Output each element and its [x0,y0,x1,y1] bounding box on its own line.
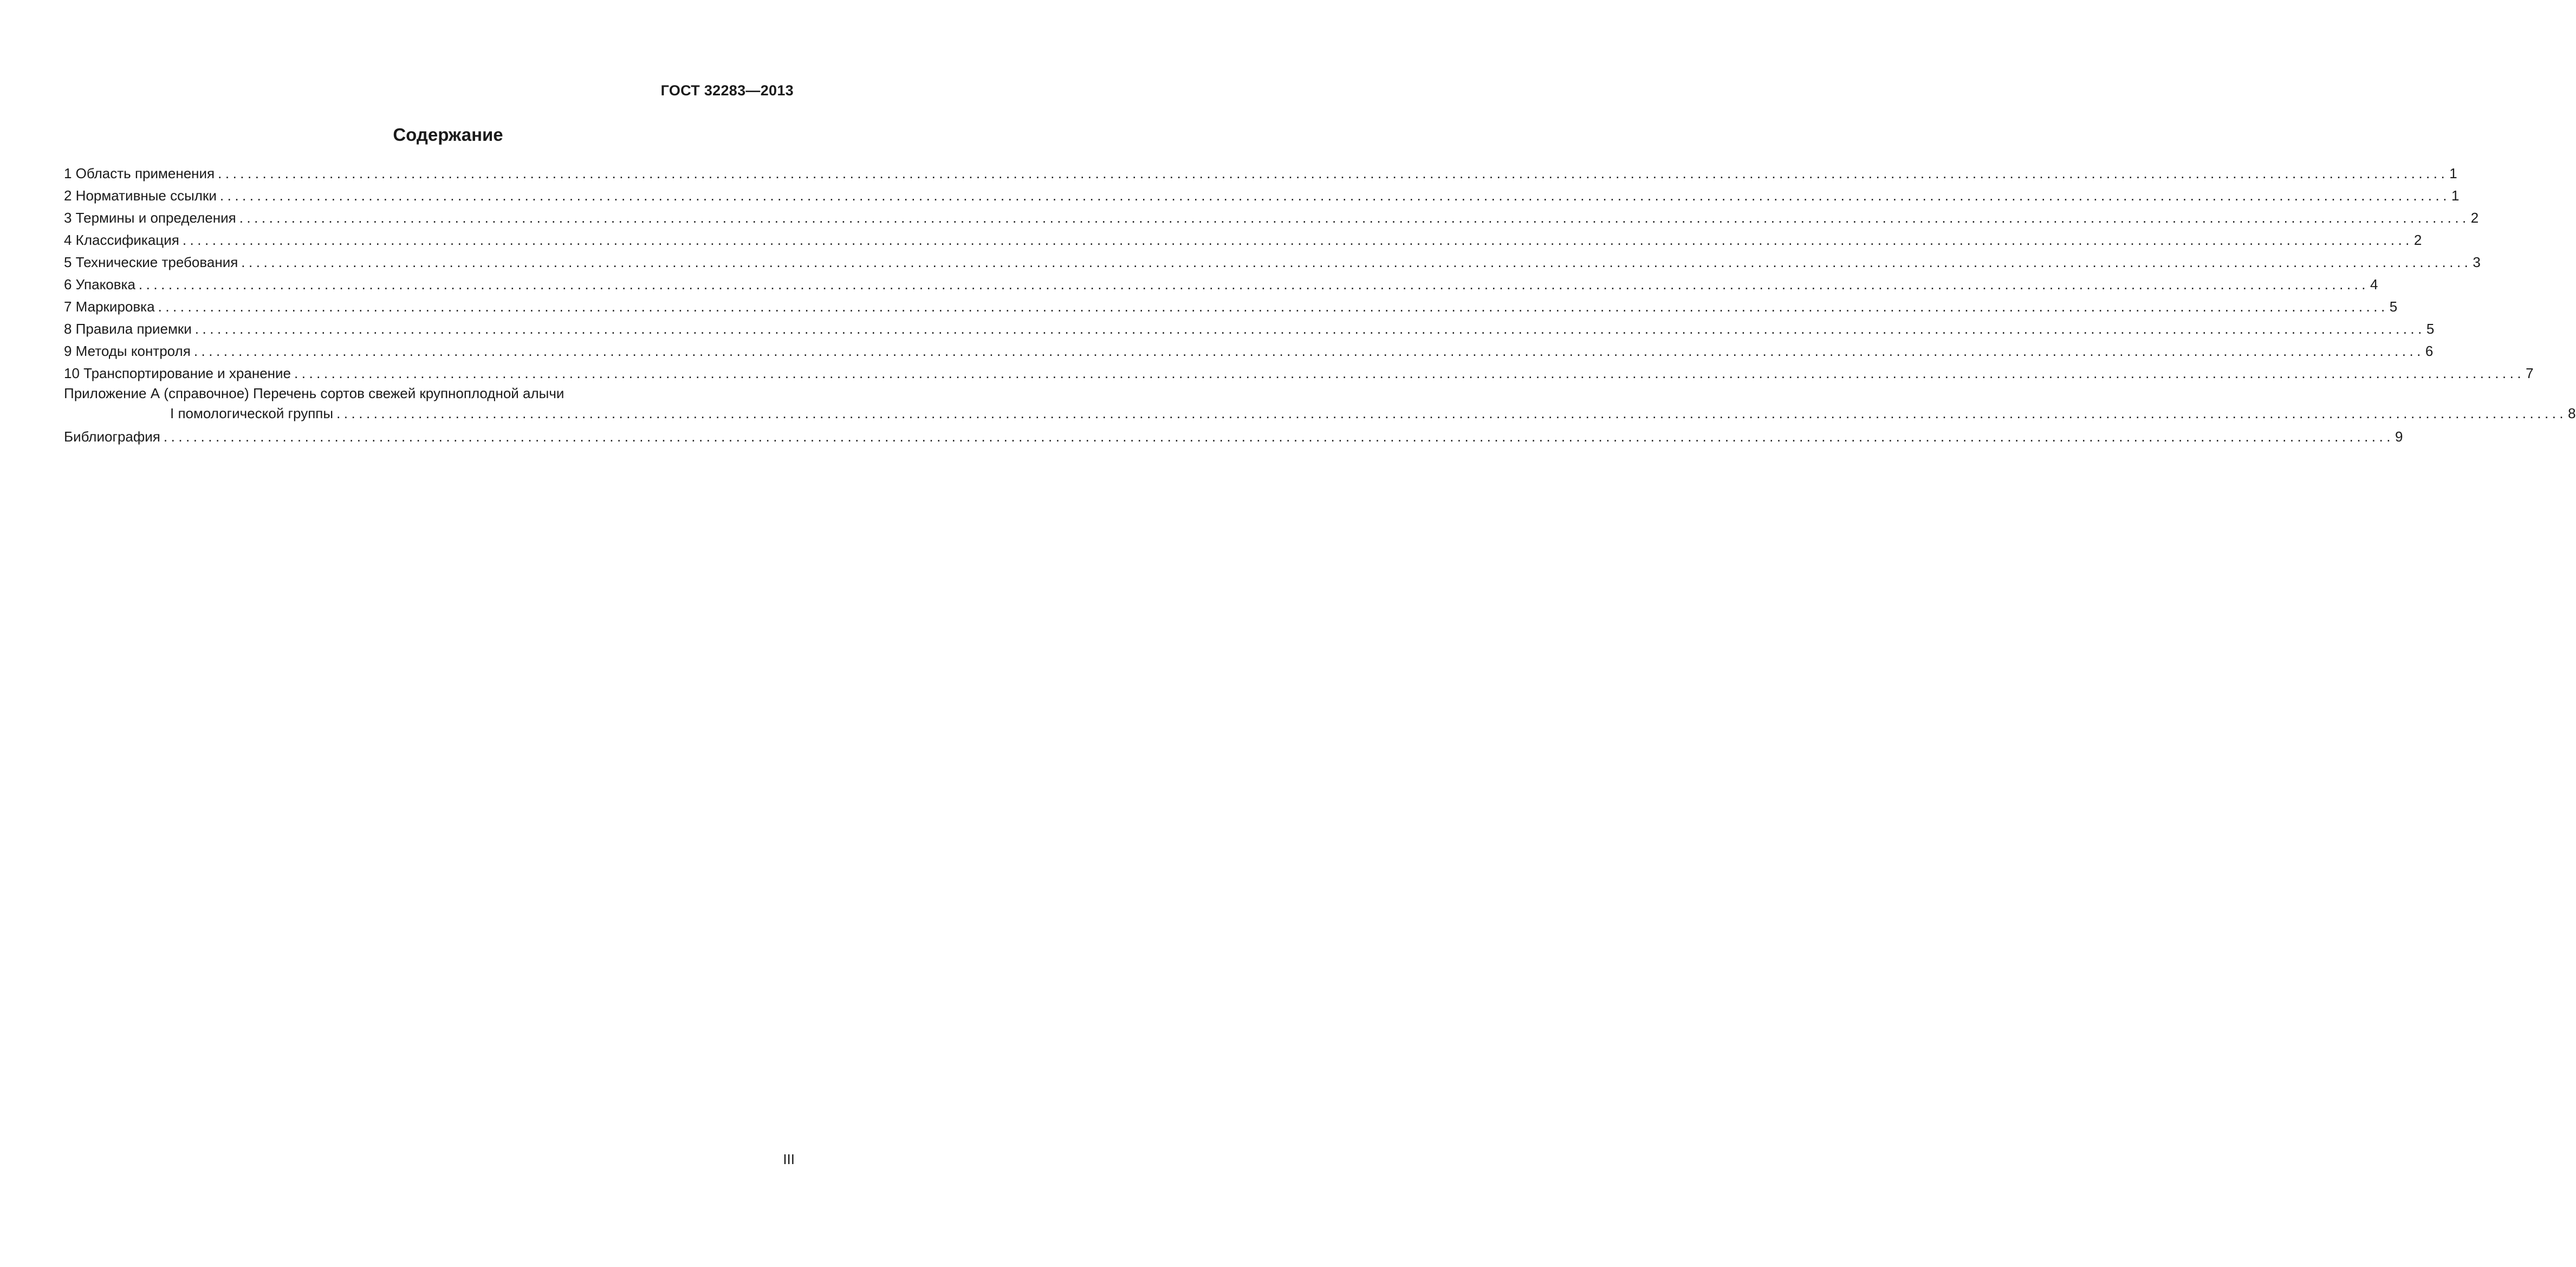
toc-entry-title: 2 Нормативные ссылки [64,187,217,204]
toc-leader-dots: ............................................................................................................................................................................................................................................................................................................ [336,405,2567,421]
toc-leader-dots: ............................................................................................................................................................................................................................................................................................................ [218,165,2449,181]
toc-entry-title: 6 Упаковка [64,276,135,293]
toc-entry[interactable] [64,185,2460,207]
toc-leader-dots: ............................................................................................................................................................................................................................................................................................................ [163,428,2394,445]
toc-entry-page: 1 [2451,187,2460,204]
toc-entry-title: 8 Правила приемки [64,321,192,337]
document-code: ГОСТ 32283—2013 [660,82,794,99]
toc-entry-title: 7 Маркировка [64,298,155,315]
toc-entry[interactable] [64,274,2378,296]
toc-entry-page: 7 [2526,365,2534,381]
table-of-contents [64,163,2576,448]
toc-entry[interactable] [64,362,2534,385]
toc-entry-page: 9 [2395,428,2403,445]
toc-leader-dots: ............................................................................................................................................................................................................................................................................................................ [182,232,2413,248]
toc-entry-title: 4 Классификация [64,232,179,248]
toc-entry-title: 9 Методы контроля [64,343,191,359]
toc-entry[interactable] [64,318,2435,340]
toc-entry-page: 1 [2449,165,2457,181]
toc-leader-dots: ............................................................................................................................................................................................................................................................................................................ [158,298,2389,315]
toc-entry-page: 2 [2470,210,2479,226]
toc-heading: Содержание [393,125,503,145]
toc-leader-dots: ............................................................................................................................................................................................................................................................................................................ [239,210,2470,226]
toc-entry-title: 3 Термины и определения [64,210,236,226]
toc-leader-dots: ............................................................................................................................................................................................................................................................................................................ [241,254,2472,270]
toc-leader-dots: ............................................................................................................................................................................................................................................................................................................ [193,343,2424,359]
toc-entry[interactable] [64,251,2481,274]
toc-entry[interactable] [64,163,2457,185]
toc-entry-bibliography[interactable] [64,426,2403,448]
toc-entry-appendix[interactable] [64,385,2576,426]
toc-entry-page: 3 [2473,254,2481,270]
toc-leader-dots: ............................................................................................................................................................................................................................................................................................................ [194,321,2425,337]
toc-entry-page: 5 [2389,298,2398,315]
toc-entry[interactable] [64,229,2422,251]
toc-entry-page: 8 [2568,405,2576,421]
page-number: III [783,1151,795,1167]
toc-entry-page: 6 [2425,343,2434,359]
toc-entry[interactable] [64,207,2479,229]
toc-leader-dots: ............................................................................................................................................................................................................................................................................................................ [294,365,2525,381]
toc-entry[interactable] [64,340,2434,362]
toc-leader-dots: ............................................................................................................................................................................................................................................................................................................ [219,187,2450,204]
toc-appendix-title-line2: I помологической группы [170,405,334,421]
toc-entry-title: 5 Технические требования [64,254,238,270]
toc-entry-title: Библиография [64,428,160,445]
toc-entry-title: 10 Транспортирование и хранение [64,365,291,381]
toc-appendix-title-line1: Приложение А (справочное) Перечень сортов свежей крупноплодной алычи [64,385,564,401]
toc-entry-page: 4 [2370,276,2378,293]
toc-leader-dots: ............................................................................................................................................................................................................................................................................................................ [138,276,2370,293]
toc-entry[interactable] [64,296,2398,318]
toc-entry-page: 2 [2413,232,2422,248]
toc-entry-title: 1 Область применения [64,165,215,181]
toc-entry-page: 5 [2426,321,2435,337]
